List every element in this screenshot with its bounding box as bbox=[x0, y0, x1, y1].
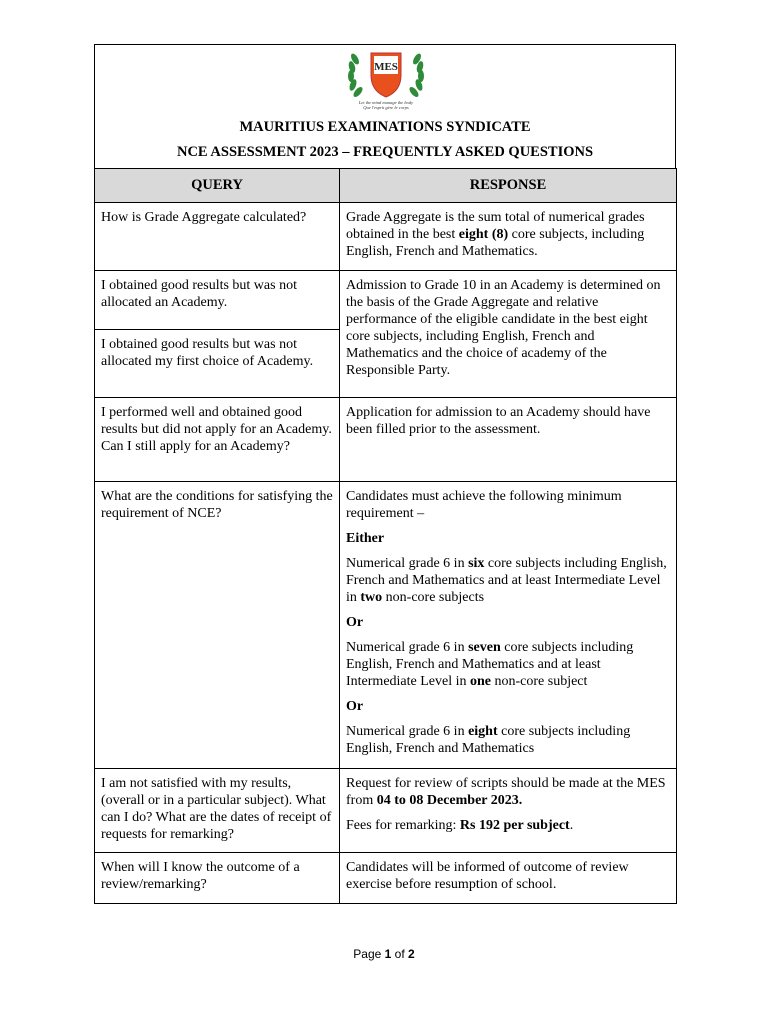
table-row bbox=[95, 203, 677, 271]
query-cell: When will I know the outcome of a review/remarking? bbox=[95, 853, 340, 904]
document-frame bbox=[94, 44, 676, 904]
table-row bbox=[95, 482, 677, 769]
query-cell: I obtained good results but was not allocated an Academy. bbox=[95, 271, 340, 330]
faq-table bbox=[94, 168, 677, 904]
organization-name: MAURITIUS EXAMINATIONS SYNDICATE bbox=[239, 119, 531, 135]
table-row bbox=[95, 271, 677, 330]
response-cell: Request for review of scripts should be made at the MES from 04 to 08 December 2023. Fees for remarking: Rs 192 per subject. bbox=[340, 769, 677, 853]
query-cell: What are the conditions for satisfying the requirement of NCE? bbox=[95, 482, 340, 769]
query-cell: I am not satisfied with my results, (overall or in a particular subject). What can I do? What are the dates of receipt of requests for remarking? bbox=[95, 769, 340, 853]
document-header bbox=[94, 44, 676, 168]
column-header-response: RESPONSE bbox=[340, 169, 677, 203]
response-cell: Candidates will be informed of outcome of review exercise before resumption of school. bbox=[340, 853, 677, 904]
svg-text:MES: MES bbox=[374, 61, 398, 73]
svg-text:Let the mind manage the body: Let the mind manage the body bbox=[358, 100, 414, 105]
query-cell: I obtained good results but was not allocated my first choice of Academy. bbox=[95, 330, 340, 398]
response-cell: Application for admission to an Academy should have been filled prior to the assessment. bbox=[340, 398, 677, 482]
query-cell: How is Grade Aggregate calculated? bbox=[95, 203, 340, 271]
response-cell: Admission to Grade 10 in an Academy is determined on the basis of the Grade Aggregate and relative performance of the eligible candidate in the best eight core subjects, including English, French and Mathematics and the choice of academy of the Responsible Party. bbox=[340, 271, 677, 398]
table-row bbox=[95, 769, 677, 853]
document-title: NCE ASSESSMENT 2023 – FREQUENTLY ASKED QUESTIONS bbox=[176, 144, 594, 160]
response-cell: Candidates must achieve the following minimum requirement – Either Numerical grade 6 in six core subjects including English, French and Mathematics and at least Intermediate Level in two non-core subjects Or Numerical grade 6 in seven core subjects including English, French and Mathematics and at least Intermediate Level in one non-core subject Or Numerical grade 6 in eight core subjects including English, French and Mathematics bbox=[340, 482, 677, 769]
table-header-row bbox=[95, 169, 677, 203]
column-header-query: QUERY bbox=[95, 169, 340, 203]
table-row bbox=[95, 398, 677, 482]
page-number: Page 1 of 2 bbox=[353, 947, 415, 961]
svg-text:Que l'esprit gère le corps: Que l'esprit gère le corps bbox=[363, 105, 409, 110]
query-cell: I performed well and obtained good results but did not apply for an Academy. Can I still apply for an Academy? bbox=[95, 398, 340, 482]
response-cell: Grade Aggregate is the sum total of numerical grades obtained in the best eight (8) core subjects, including English, French and Mathematics. bbox=[340, 203, 677, 271]
mes-logo-icon bbox=[341, 47, 431, 111]
table-row bbox=[95, 853, 677, 904]
